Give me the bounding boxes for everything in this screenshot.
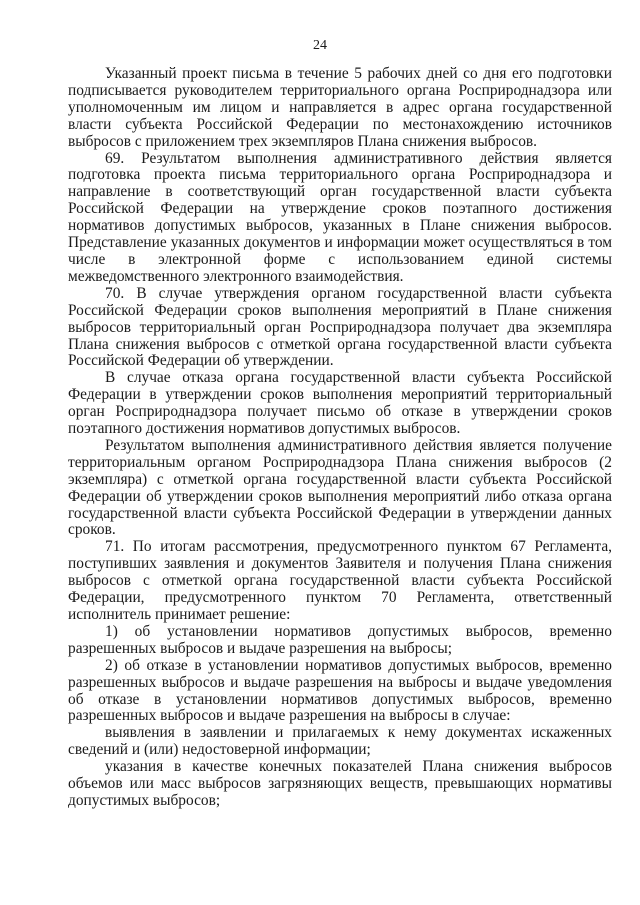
list-item: 1) об установлении нормативов допустимых выбросов, временно разрешенных выбросов и выдаче разрешения на выбросы;: [68, 622, 612, 657]
paragraph: 71. По итогам рассмотрения, предусмотренного пунктом 67 Регламента, поступивших заявления и документов Заявителя и получения Плана снижения выбросов с отметкой органа государственной власти субъекта Российской Федерации, предусмотренного пунктом 70 Регламента, ответственный исполнитель принимает решение:: [68, 538, 612, 623]
list-item: указания в качестве конечных показателей Плана снижения выбросов объемов или масс выбросов загрязняющих веществ, превышающих нормативы допустимых выбросов;: [68, 758, 612, 809]
paragraph: 69. Результатом выполнения административного действия является подготовка проекта письма территориального органа Росприроднадзора и направление в соответствующий орган государственной власти субъекта Российской Федерации на утверждение сроков поэтапного достижения нормативов допустимых выбросов, указанных в Плане снижения выбросов. Представление указанных документов и информации может осуществляться в том числе в электронной форме с использованием единой системы межведомственного электронного взаимодействия.: [68, 149, 612, 285]
paragraph: Указанный проект письма в течение 5 рабочих дней со дня его подготовки подписывается руководителем территориального органа Росприроднадзора или уполномоченным им лицом и направляется в адрес органа государственной власти субъекта Российской Федерации по местонахождению источников выбросов с приложением трех экземпляров Плана снижения выбросов.: [68, 65, 612, 150]
page-number: 24: [313, 38, 327, 53]
list-item: 2) об отказе в установлении нормативов допустимых выбросов, временно разрешенных выбросов и выдаче разрешения на выбросы и выдаче уведомления об отказе в установлении нормативов допустимых выбросов, временно разрешенных выбросов и выдаче разрешения на выбросы в случае:: [68, 656, 612, 725]
paragraph: Результатом выполнения административного действия является получение территориальным органом Росприроднадзора Плана снижения выбросов (2 экземпляра) с отметкой органа государственной власти субъекта Российской Федерации об утверждении сроков выполнения мероприятий либо отказа органа государственной власти субъекта Российской Федерации в утверждении данных сроков.: [68, 436, 612, 539]
document-body: [68, 66, 612, 810]
paragraph: В случае отказа органа государственной власти субъекта Российской Федерации в утверждении сроков выполнения мероприятий территориальный орган Росприроднадзора получает письмо об отказе в утверждении сроков поэтапного достижения нормативов допустимых выбросов.: [68, 369, 612, 438]
paragraph: 70. В случае утверждения органом государственной власти субъекта Российской Федерации сроков выполнения мероприятий в Плане снижения выбросов территориальный орган Росприроднадзора получает два экземпляра Плана снижения выбросов с отметкой органа государственной власти субъекта Российской Федерации об утверждении.: [68, 284, 612, 370]
list-item: выявления в заявлении и прилагаемых к нему документах искаженных сведений и (или) недостоверной информации;: [68, 724, 612, 759]
